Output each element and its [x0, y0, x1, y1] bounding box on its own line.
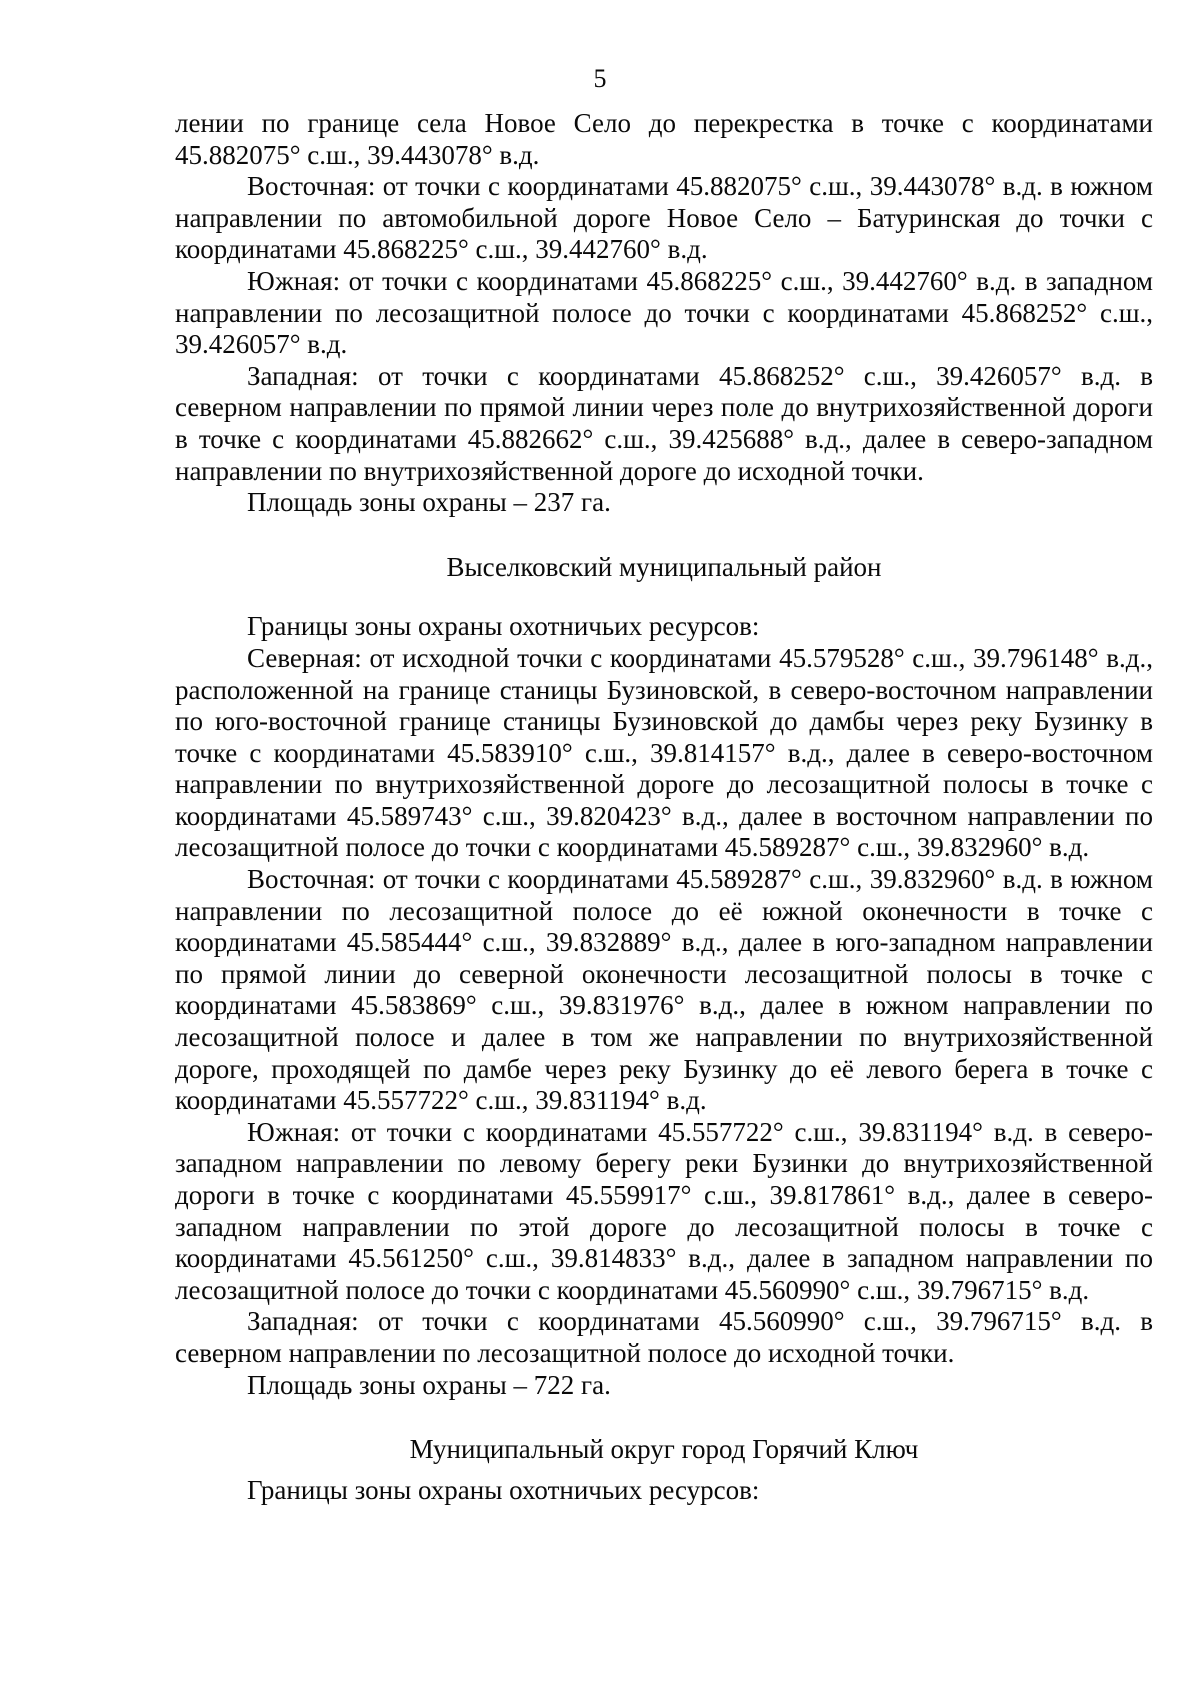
- paragraph-vyselki-south: Южная: от точки с координатами 45.557722° с.ш., 39.831194° в.д. в северо-западном направлении по левому берегу реки Бузинки до внутрихозяйственной дороги в точке с координатами 45.559917° с.ш., 39.817861° в.д., далее в северо-западном направлении по этой дороге до лесозащитной полосы в точке с координатами 45.561250° с.ш., 39.814833° в.д., далее в западном направлении по лесозащитной полосе до точки с координатами 45.560990° с.ш., 39.796715° в.д.: [175, 1116, 1153, 1305]
- paragraph-west-boundary: Западная: от точки с координатами 45.868252° с.ш., 39.426057° в.д. в северном направлении по прямой линии через поле до внутрихозяйственной дороги в точке с координатами 45.882662° с.ш., 39.425688° в.д., далее в северо-западном направлении по внутрихозяйственной дороге до исходной точки.: [175, 360, 1153, 486]
- section-title-vyselki: Выселковский муниципальный район: [446, 551, 882, 582]
- paragraph-south-boundary: Южная: от точки с координатами 45.868225° с.ш., 39.442760° в.д. в западном направлении по лесозащитной полосе до точки с координатами 45.868252° с.ш., 39.426057° в.д.: [175, 265, 1153, 360]
- section-intro-vyselki: Границы зоны охраны охотничьих ресурсов:: [247, 611, 760, 642]
- section-title-goryachy: Муниципальный округ город Горячий Ключ: [409, 1434, 919, 1465]
- paragraph-vyselki-west: Западная: от точки с координатами 45.560990° с.ш., 39.796715° в.д. в северном направлении по лесозащитной полосе до исходной точки.: [175, 1306, 1153, 1368]
- paragraph-vyselki-area: Площадь зоны охраны – 722 га.: [247, 1369, 611, 1400]
- document-body: [175, 108, 1153, 1506]
- page-number: 5: [593, 64, 607, 93]
- paragraph-continuation: лении по границе села Новое Село до перекрестка в точке с координатами 45.882075° с.ш., 39.443078° в.д.: [175, 108, 1153, 170]
- section-intro-goryachy: Границы зоны охраны охотничьих ресурсов:: [247, 1474, 760, 1505]
- paragraph-vyselki-north: Северная: от исходной точки с координатами 45.579528° с.ш., 39.796148° в.д., расположенной на границе станицы Бузиновской, в северо-восточном направлении по юго-восточной границе станицы Бузиновской до дамбы через реку Бузинку в точке с координатами 45.583910° с.ш., 39.814157° в.д., далее в северо-восточном направлении по внутрихозяйственной дороге до лесозащитной полосы в точке с координатами 45.589743° с.ш., 39.820423° в.д., далее в восточном направлении по лесозащитной полосе до точки с координатами 45.589287° с.ш., 39.832960° в.д.: [175, 642, 1153, 863]
- paragraph-vyselki-east: Восточная: от точки с координатами 45.589287° с.ш., 39.832960° в.д. в южном направлении по лесозащитной полосе до её южной оконечности в точке с координатами 45.585444° с.ш., 39.832889° в.д., далее в юго-западном направлении по прямой линии до северной оконечности лесозащитной полосы в точке с координатами 45.583869° с.ш., 39.831976° в.д., далее в южном направлении по лесозащитной полосе и далее в том же направлении по внутрихозяйственной дороге, проходящей по дамбе через реку Бузинку до её левого берега в точке с координатами 45.557722° с.ш., 39.831194° в.д.: [175, 864, 1153, 1116]
- paragraph-east-boundary: Восточная: от точки с координатами 45.882075° с.ш., 39.443078° в.д. в южном направлении по автомобильной дороге Новое Село – Батуринская до точки с координатами 45.868225° с.ш., 39.442760° в.д.: [175, 171, 1153, 265]
- paragraph-area: Площадь зоны охраны – 237 га.: [247, 487, 611, 518]
